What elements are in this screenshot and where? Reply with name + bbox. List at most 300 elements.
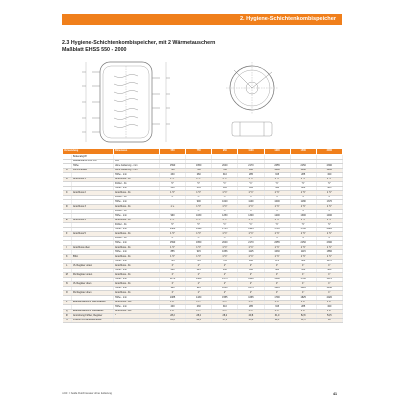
row-name: Position Fühlerleistenleiste [72, 318, 114, 323]
row-name: Höhe [72, 164, 114, 169]
row-value: 1000 [264, 168, 290, 173]
row-name: Edelstahlwellrohr Warmwasser [72, 300, 114, 305]
row-value: 1 ½" [186, 255, 212, 260]
row-value: 2390 [316, 241, 342, 246]
row-description: Anschluss - AG [114, 300, 160, 305]
row-value: ½" [316, 236, 342, 241]
row-name: RL Register oben [72, 291, 114, 296]
row-description: Fühler - IG [114, 195, 160, 200]
row-value: 855 [160, 250, 186, 255]
row-value: 1" [238, 282, 264, 287]
row-value: 1 ½" [290, 218, 316, 223]
row-letter: Q [63, 309, 72, 314]
row-letter: C [63, 191, 72, 196]
row-description: Höhe - mm [114, 295, 160, 300]
row-value: 1 ½" [212, 218, 238, 223]
row-name: BSA [72, 255, 114, 260]
row-value: 2055 [264, 164, 290, 169]
row-value: 1030 [186, 214, 212, 219]
row-value: 1 ½" [316, 245, 342, 250]
row-description: Höhe - mm [114, 173, 160, 178]
row-letter: D [63, 205, 72, 210]
row-description: ° [114, 318, 160, 323]
row-value: 735 [212, 259, 238, 264]
row-value: ½" [212, 195, 238, 200]
row-description: Anschluss - IG [114, 282, 160, 287]
row-description: Fühler - IG [114, 209, 160, 214]
row-value: 285 [238, 305, 264, 310]
row-value: 1" [160, 291, 186, 296]
row-value: 905 [316, 186, 342, 191]
col-header: 550 [160, 149, 186, 155]
page-heading [62, 40, 342, 54]
row-value: ½" [316, 209, 342, 214]
row-value: 1490 [316, 214, 342, 219]
row-value: 1 ½" [316, 255, 342, 260]
row-value: 1 ½" [212, 245, 238, 250]
row-value: 1100 [238, 200, 264, 205]
row-value: 1 ½" [212, 255, 238, 260]
row-description: Anschluss - IG [114, 273, 160, 278]
row-value: 1 ¼" [212, 309, 238, 314]
row-name: RL Register unten [72, 273, 114, 278]
row-value: 1 ½" [186, 245, 212, 250]
row-value: 1 ¼" [264, 309, 290, 314]
row-value: 330 [238, 268, 264, 273]
row-description: ° [114, 314, 160, 319]
row-value: ½" [238, 195, 264, 200]
row-value: 1085 [160, 295, 186, 300]
row-value: 2390 [316, 164, 342, 169]
row-name: Bodenabgriff [72, 155, 114, 160]
row-value: 1" [316, 264, 342, 269]
row-value: 320 [316, 173, 342, 178]
row-value: 2150 [290, 164, 316, 169]
row-letter: L [63, 264, 72, 269]
row-value: 820 [290, 186, 316, 191]
row-description: Höhe - mm [114, 259, 160, 264]
row-value: 1 ½" [316, 205, 342, 210]
row-value: 1100 [290, 168, 316, 173]
row-description: Höhe - mm [114, 227, 160, 232]
row-value: 1" [160, 282, 186, 287]
row-name: Anschluss 2 [72, 191, 114, 196]
row-value: 1 ½" [264, 245, 290, 250]
row-letter: S [63, 318, 72, 323]
row-value: 315 [264, 173, 290, 178]
side-view-drawing [82, 62, 170, 142]
row-value: 1020 [212, 200, 238, 205]
row-value: 54,5 [316, 314, 342, 319]
row-value: ½" [212, 209, 238, 214]
row-value: 790 [186, 168, 212, 173]
row-value: 2170 [238, 241, 264, 246]
row-value: ½" [186, 195, 212, 200]
row-value: 1 ½" [238, 232, 264, 237]
row-value: 450 [290, 268, 316, 273]
row-value: 1 ½" [290, 232, 316, 237]
row-value: 1905 [238, 227, 264, 232]
row-value: 1440 [238, 277, 264, 282]
row-value: 1300 [238, 214, 264, 219]
row-value: 1 ½" [238, 191, 264, 196]
row-letter: O [63, 291, 72, 296]
page-number: 41 [333, 392, 337, 396]
row-value: 335 [186, 186, 212, 191]
col-header: 1100 [238, 149, 264, 155]
row-description: Anschluss - IG [114, 232, 160, 237]
row-value: 1390 [290, 214, 316, 219]
row-value: n.v. [160, 205, 186, 210]
top-view-drawing [226, 62, 278, 114]
row-value: 1 ¼" [238, 300, 264, 305]
row-value: 1 ½" [186, 232, 212, 237]
row-value: ½" [264, 182, 290, 187]
row-value: 1555 [212, 295, 238, 300]
row-value: 1" [290, 273, 316, 278]
row-letter: N [63, 282, 72, 287]
row-name: VL Register oben [72, 282, 114, 287]
row-value: 1665 [238, 295, 264, 300]
row-value: 1 ¼" [160, 309, 186, 314]
row-value: 1580 [264, 277, 290, 282]
row-value: 1 ½" [316, 191, 342, 196]
row-letter: E [63, 218, 72, 223]
row-value: 310 [212, 305, 238, 310]
row-name: Edelstahlwellrohr Kaltwasser [72, 309, 114, 314]
row-value: 1295 [264, 286, 290, 291]
row-value: 1056 [212, 250, 238, 255]
row-value: 1 ¼" [186, 309, 212, 314]
row-value: 900 [186, 200, 212, 205]
row-description: Fühler - IG [114, 223, 160, 228]
row-description: Höhe - mm [114, 214, 160, 219]
row-value: ½" [316, 223, 342, 228]
row-description: Anschluss - AG [114, 309, 160, 314]
row-value: 1 ½" [238, 205, 264, 210]
row-name: Anschluss 3 [72, 205, 114, 210]
heading-subtitle: Maßblatt EHSS 550 - 2000 [62, 47, 127, 53]
row-value: 200 [160, 305, 186, 310]
row-value: 1" [316, 282, 342, 287]
row-value: 330 [212, 268, 238, 273]
row-value: ½" [316, 182, 342, 187]
row-value: 1 ½" [290, 177, 316, 182]
row-value: 1650 [186, 164, 212, 169]
row-value: 285 [290, 173, 316, 178]
row-value: 1 ½" [160, 245, 186, 250]
row-description: Anschluss - IG [114, 245, 160, 250]
row-value: 1710 [264, 227, 290, 232]
row-value: 1 ½" [316, 218, 342, 223]
row-value: 1 ½" [290, 205, 316, 210]
row-value: ½" [186, 223, 212, 228]
row-value: 1590 [160, 164, 186, 169]
row-value: 1270 [160, 277, 186, 282]
row-description: Fühler - IG [114, 182, 160, 187]
row-value: 325 [186, 268, 212, 273]
row-description: Anschluss - IG [114, 191, 160, 196]
row-value: 1 ½" [264, 255, 290, 260]
col-header: 750 [186, 149, 212, 155]
row-value: 1200 [316, 168, 342, 173]
row-value: 1" [316, 273, 342, 278]
row-value: 2170 [238, 164, 264, 169]
row-value: 2020 [316, 227, 342, 232]
row-value: ½" [160, 182, 186, 187]
row-value: 915 [186, 250, 212, 255]
row-value: 28,2 [186, 314, 212, 319]
row-value: 14,5 [186, 318, 212, 323]
row-value: 2040 [212, 241, 238, 246]
row-value: 1210 [212, 286, 238, 291]
row-value: 1" [290, 282, 316, 287]
row-value: 1" [238, 264, 264, 269]
row-value: ½" [238, 182, 264, 187]
row-value: ½" [238, 223, 264, 228]
row-value: ½" [290, 223, 316, 228]
row-value: 1 ¼" [264, 300, 290, 305]
row-value: ½" [290, 236, 316, 241]
row-description: Fühler - IG [114, 236, 160, 241]
row-value: 930 [238, 259, 264, 264]
row-value: 1 ½" [290, 245, 316, 250]
row-value: 1 ½" [160, 232, 186, 237]
row-letter: A [63, 168, 72, 173]
row-value: 1 ½" [264, 177, 290, 182]
row-value: 1 ½" [238, 218, 264, 223]
row-value: 1 ¼" [316, 309, 342, 314]
row-value: ½" [264, 195, 290, 200]
row-description: Anschluss - IG [114, 218, 160, 223]
row-description: Anschluss - IG [114, 264, 160, 269]
row-description: ohne Isolierung - mm [114, 164, 160, 169]
row-value: 1" [212, 282, 238, 287]
row-value: 29,8 [238, 314, 264, 319]
row-value: ½" [238, 209, 264, 214]
row-value: 1" [212, 273, 238, 278]
row-name: Wasserfläche 100 mm [72, 159, 114, 164]
row-letter: P [63, 300, 72, 305]
row-description: Höhe - mm [114, 305, 160, 310]
row-value: 1" [238, 291, 264, 296]
row-value: 285 [290, 305, 316, 310]
row-description: ohne Isolierung - mm [114, 168, 160, 173]
row-value: 765 [160, 259, 186, 264]
row-value: 1380 [160, 227, 186, 232]
row-value: 1440 [316, 286, 342, 291]
row-value: 1115 [290, 250, 316, 255]
row-value: 1370 [316, 200, 342, 205]
row-value: 380 [316, 268, 342, 273]
row-value: ½" [212, 223, 238, 228]
row-value: 1 ¼" [290, 300, 316, 305]
row-letter: K [63, 255, 72, 260]
row-value: 1" [160, 264, 186, 269]
row-value: 1715 [212, 227, 238, 232]
table-row [63, 318, 343, 323]
row-value: ½" [290, 195, 316, 200]
row-value: ½" [316, 195, 342, 200]
row-value: 1 ½" [212, 205, 238, 210]
row-name: Anordnung Fühler, Register [72, 314, 114, 319]
row-value: 1 ½" [290, 255, 316, 260]
row-value: 1250 [212, 214, 238, 219]
row-value: 1170 [316, 259, 342, 264]
row-value: 1650 [186, 241, 212, 246]
row-description: Höhe - mm [114, 186, 160, 191]
row-value: 990 [160, 214, 186, 219]
row-value: 590 [264, 186, 290, 191]
row-value: 1 ½" [316, 177, 342, 182]
bottom-connection-detail [232, 122, 272, 136]
row-value: 11,5 [290, 318, 316, 323]
row-value: 230 [186, 305, 212, 310]
row-name: Anschluss 1 [72, 177, 114, 182]
row-value: 2055 [264, 241, 290, 246]
row-value: 1410 [290, 286, 316, 291]
row-value: 1" [238, 273, 264, 278]
row-value: 2150 [290, 241, 316, 246]
row-value: 1 ½" [212, 232, 238, 237]
row-value: 1430 [186, 295, 212, 300]
row-letter: M [63, 273, 72, 278]
row-description: Anschluss - IG [114, 255, 160, 260]
row-value: 1 ¼" [212, 300, 238, 305]
row-description: Höhe - mm [114, 250, 160, 255]
row-value: 1" [212, 264, 238, 269]
row-value: 1200 [264, 214, 290, 219]
row-value: 1 ½" [160, 218, 186, 223]
row-description: Höhe - mm [114, 286, 160, 291]
row-value: ½" [238, 236, 264, 241]
row-name: Anschluss 4 [72, 218, 114, 223]
row-value: 1 ¼" [290, 309, 316, 314]
row-value: 1 ½" [160, 191, 186, 196]
row-value: 1" [264, 282, 290, 287]
row-description: Anschluss - IG [114, 205, 160, 210]
row-value: 1 ½" [160, 177, 186, 182]
col-header: 1300 [264, 149, 290, 155]
row-value: ½" [212, 236, 238, 241]
row-value: 1 ½" [212, 177, 238, 182]
row-value: 1970 [316, 277, 342, 282]
row-value: ½" [186, 182, 212, 187]
row-value: 28,2 [212, 314, 238, 319]
row-value: 1" [212, 291, 238, 296]
row-description: Anschluss - IG [114, 177, 160, 182]
row-value: 1" [186, 291, 212, 296]
row-value: 920 [290, 259, 316, 264]
row-value: ½" [186, 209, 212, 214]
row-value: 745 [186, 259, 212, 264]
row-value: 1 ½" [264, 232, 290, 237]
section-banner: 2. Hygiene-Schichtenkombispeicher [62, 14, 342, 25]
col-header: Dimension [114, 149, 160, 155]
row-value: 1" [290, 291, 316, 296]
row-value: 16,6 [160, 318, 186, 323]
row-value: 1 ¼" [316, 300, 342, 305]
row-value: 1850 [316, 250, 342, 255]
row-value: 790 [212, 168, 238, 173]
heading-title: 2.3 Hygiene-Schichtenkombispeicher, mit 2 Wärmetauschern [62, 40, 216, 46]
row-value: 300 [264, 268, 290, 273]
row-value: 1 ½" [316, 232, 342, 237]
row-value: ½" [290, 182, 316, 187]
row-value: 1 ½" [264, 218, 290, 223]
row-value: 1790 [290, 227, 316, 232]
col-header: Verwendung [63, 149, 114, 155]
row-description: Höhe - mm [114, 268, 160, 273]
row-value: ½" [264, 223, 290, 228]
row-value: 1590 [160, 241, 186, 246]
row-letter: R [63, 314, 72, 319]
row-value: ½" [290, 209, 316, 214]
row-value: ½" [160, 236, 186, 241]
row-value: 1 ½" [264, 191, 290, 196]
row-value: 1" [160, 273, 186, 278]
row-value: 1 ½" [238, 177, 264, 182]
row-value: 1 ¼" [160, 300, 186, 305]
row-value: 1" [186, 273, 212, 278]
row-value: 1" [290, 264, 316, 269]
row-value: 1 ½" [238, 255, 264, 260]
row-value: ½" [264, 236, 290, 241]
row-value: 1" [186, 282, 212, 287]
row-value: 920 [160, 286, 186, 291]
row-value: 1575 [212, 277, 238, 282]
row-value: 290 [160, 268, 186, 273]
row-description: Höhe - mm [114, 241, 160, 246]
row-value: 10 [316, 318, 342, 323]
row-value: 310 [212, 173, 238, 178]
row-value: 1 ½" [186, 177, 212, 182]
row-value: 1 ½" [160, 255, 186, 260]
row-name: Anschluss oben [72, 245, 114, 250]
row-letter: B [63, 177, 72, 182]
row-value: 28,2 [160, 314, 186, 319]
row-value: 260 [186, 173, 212, 178]
row-value: ½" [212, 182, 238, 187]
row-value: 1 ½" [290, 191, 316, 196]
row-value: 52,8 [290, 314, 316, 319]
row-value: 1 ½" [186, 191, 212, 196]
row-value: 1 ½" [238, 245, 264, 250]
row-value: 230 [160, 173, 186, 178]
row-value: 1" [264, 291, 290, 296]
row-value: 1 ½" [186, 205, 212, 210]
row-value: ½" [186, 236, 212, 241]
table-body [63, 155, 343, 323]
row-value: 1490 [186, 227, 212, 232]
col-header: 2000 [316, 149, 342, 155]
row-value: 1275 [238, 286, 264, 291]
row-value: 945 [186, 286, 212, 291]
row-value: 310 [160, 186, 186, 191]
row-letter: F [63, 232, 72, 237]
row-value: 315 [264, 305, 290, 310]
row-value: 1825 [290, 295, 316, 300]
dimension-table [62, 148, 343, 323]
row-value: 1115 [238, 250, 264, 255]
row-value: 1790 [290, 277, 316, 282]
col-header: 1500 [290, 149, 316, 155]
row-value: 285 [238, 173, 264, 178]
row-value: 632 [238, 186, 264, 191]
row-name: VL Register unten [72, 264, 114, 269]
row-value: 850 [238, 168, 264, 173]
row-name: Anschluss 5 [72, 232, 114, 237]
